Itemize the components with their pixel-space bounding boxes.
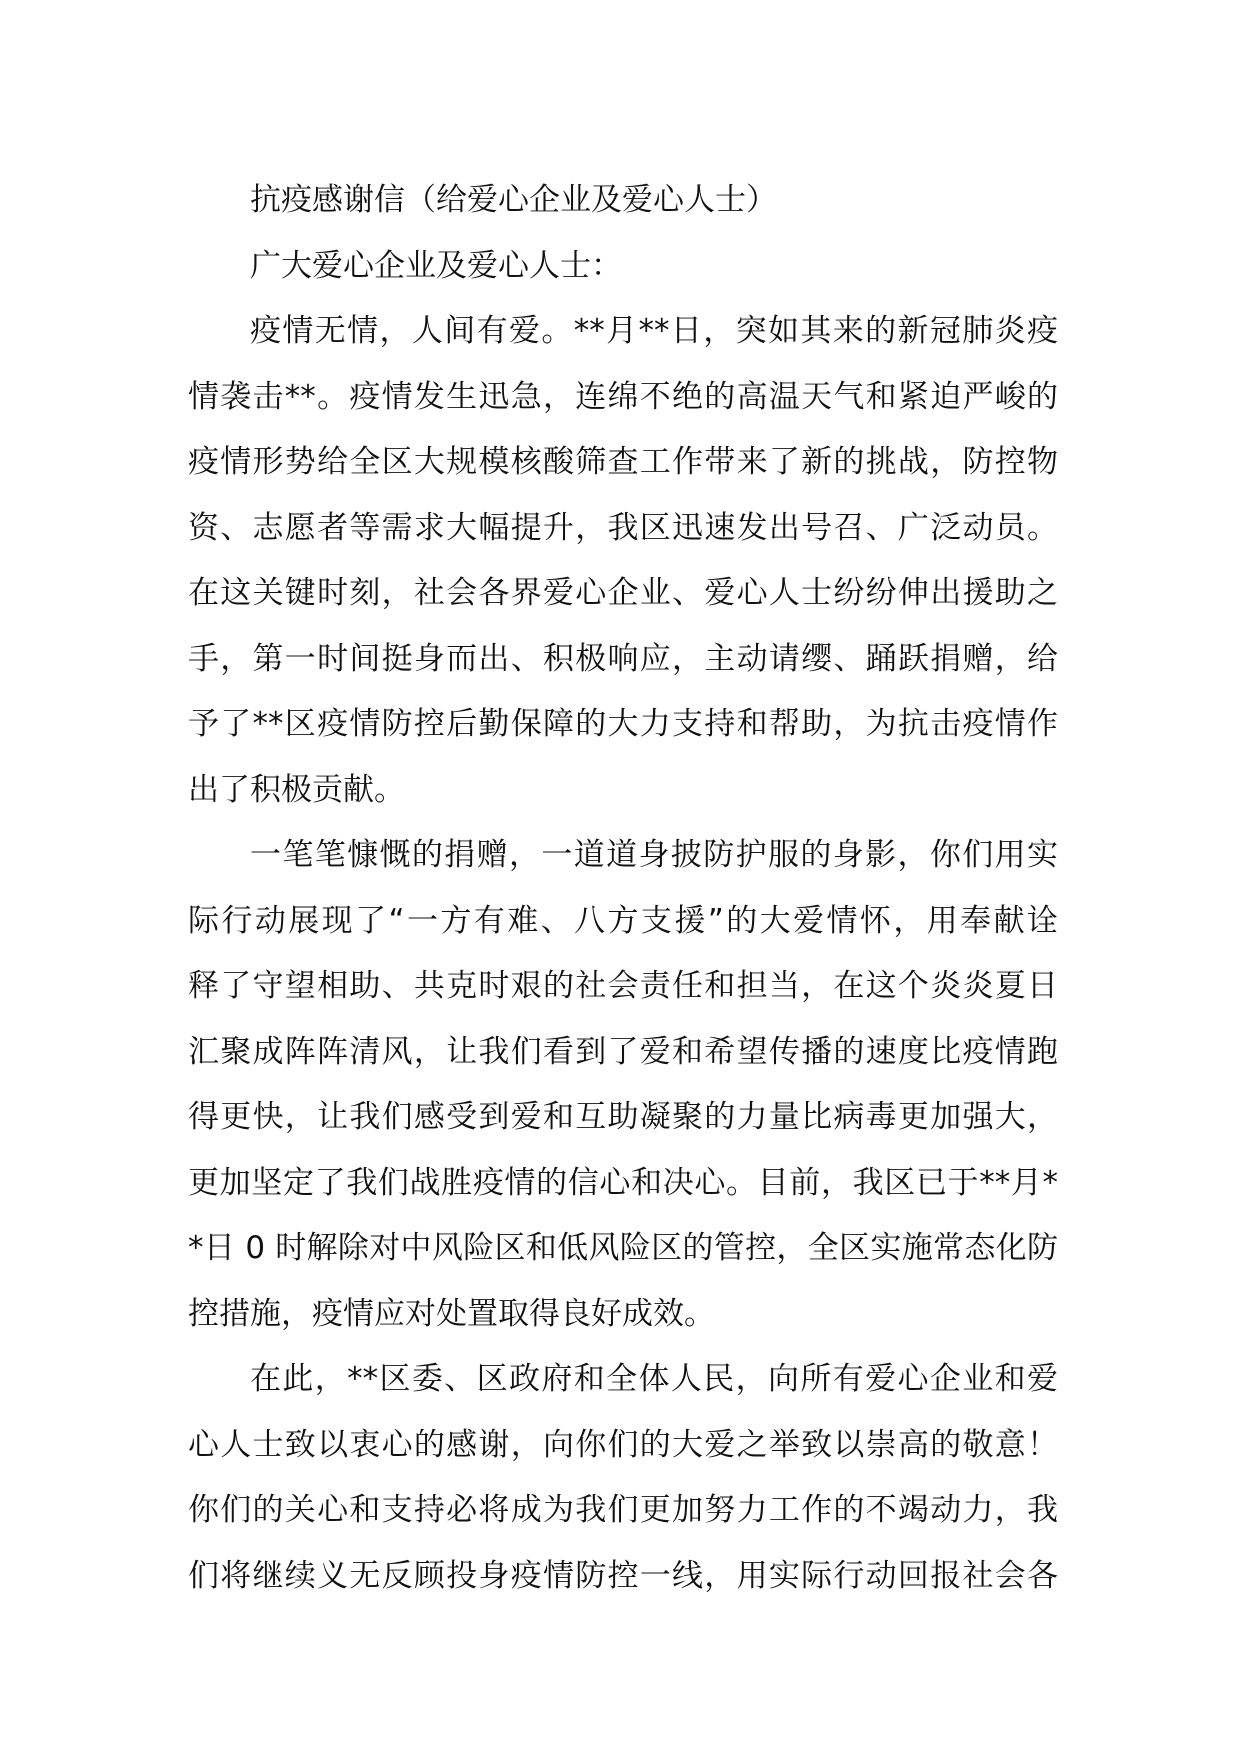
paragraph-line: 控措施，疫情应对处置取得良好成效。 bbox=[188, 1295, 715, 1332]
paragraph-line: 们将继续义无反顾投身疫情防控一线，用实际行动回报社会各 bbox=[188, 1557, 1058, 1594]
letter-salutation: 广大爱心企业及爱心人士： bbox=[250, 247, 622, 284]
paragraph-line: 疫情形势给全区大规模核酸筛查工作带来了新的挑战，防控物 bbox=[188, 444, 1058, 480]
paragraph-line: 汇聚成阵阵清风，让我们看到了爱和希望传播的速度比疫情跑 bbox=[188, 1033, 1058, 1070]
paragraph-line: 得更快，让我们感受到爱和互助凝聚的力量比病毒更加强大， bbox=[188, 1099, 1058, 1135]
paragraph-line: 际行动展现了“一方有难、八方支援”的大爱情怀，用奉献诠 bbox=[188, 902, 1058, 939]
paragraph-line: *日 0 时解除对中风险区和低风险区的管控，全区实施常态化防 bbox=[188, 1230, 1058, 1266]
paragraph-line: 更加坚定了我们战胜疫情的信心和决心。目前，我区已于**月* bbox=[188, 1164, 1058, 1201]
paragraph-line: 疫情无情，人间有爱。**月**日，突如其来的新冠肺炎疫 bbox=[250, 313, 1058, 349]
paragraph-line: 心人士致以衷心的感谢，向你们的大爱之举致以崇高的敬意！ bbox=[188, 1426, 1058, 1463]
paragraph-line: 释了守望相助、共克时艰的社会责任和担当，在这个炎炎夏日 bbox=[188, 968, 1058, 1004]
paragraph-line: 资、志愿者等需求大幅提升，我区迅速发出号召、广泛动员。 bbox=[188, 509, 1058, 546]
paragraph-line: 在这关键时刻，社会各界爱心企业、爱心人士纷纷伸出援助之 bbox=[188, 575, 1058, 611]
paragraph-line: 在此，**区委、区政府和全体人民，向所有爱心企业和爱 bbox=[250, 1361, 1058, 1397]
paragraph-line: 一笔笔慷慨的捐赠，一道道身披防护服的身影，你们用实 bbox=[250, 837, 1058, 873]
paragraph-line: 出了积极贡献。 bbox=[188, 771, 405, 808]
letter-body bbox=[188, 168, 1058, 1609]
paragraph-line: 情袭击**。疫情发生迅急，连绵不绝的高温天气和紧迫严峻的 bbox=[188, 378, 1058, 415]
paragraph-line: 予了**区疫情防控后勤保障的大力支持和帮助，为抗击疫情作 bbox=[188, 706, 1058, 742]
paragraph-line: 手，第一时间挺身而出、积极响应，主动请缨、踊跃捐赠，给 bbox=[188, 640, 1058, 677]
paragraph-line: 你们的关心和支持必将成为我们更加努力工作的不竭动力，我 bbox=[188, 1492, 1058, 1528]
letter-title: 抗疫感谢信（给爱心企业及爱心人士） bbox=[250, 182, 777, 218]
